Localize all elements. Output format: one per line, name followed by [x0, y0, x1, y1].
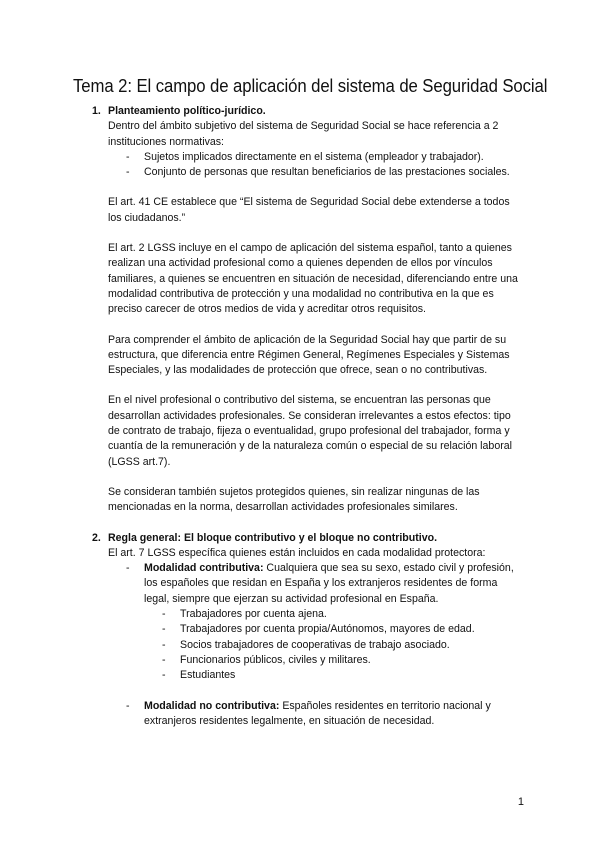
list-item: - Sujetos implicados directamente en el sistema (empleador y trabajador).	[108, 150, 520, 165]
page-number: 1	[517, 796, 524, 808]
section-1-heading: Planteamiento político-jurídico.	[108, 105, 266, 117]
section-1-intro: Dentro del ámbito subjetivo del sistema de Seguridad Social se hace referencia a 2 instituciones normativas:	[108, 120, 499, 148]
modalidad-contributiva-text: Cualquiera que sea su sexo, estado civil y profesión, los españoles que residan en España y los extranjeros residentes de forma legal, siempre que ejerzan su actividad profesional en España.	[144, 562, 514, 605]
list-item: - Socios trabajadores de cooperativas de trabajo asociado.	[144, 638, 520, 653]
modalidad-contributiva	[108, 561, 520, 698]
section-1-list	[108, 150, 520, 181]
paragraph: Para comprender el ámbito de aplicación de la Seguridad Social hay que partir de su estructura, que diferencia entre Régimen General, Regímenes Especiales y Sistemas Especiales, y las modalidades de protección que ofrece, sean o no contributivas.	[108, 333, 510, 377]
contributiva-sublist	[144, 607, 520, 683]
section-2	[0, 531, 600, 730]
modalidad-list	[108, 561, 520, 729]
section-2-number: 2.	[92, 531, 101, 544]
paragraph: Se consideran también sujetos protegidos quienes, sin realizar ningunas de las mencionadas en la norma, desarrollan actividades profesionales similares.	[108, 485, 480, 514]
page-title: Tema 2: El campo de aplicación del sistema de Seguridad Social	[73, 76, 548, 96]
section-1-number: 1.	[92, 105, 101, 117]
paragraph: El art. 41 CE establece que “El sistema de Seguridad Social debe extenderse a todos los ciudadanos.”	[108, 196, 510, 224]
modalidad-no-contributiva-label: Modalidad no contributiva:	[144, 699, 280, 712]
section-1	[0, 104, 600, 516]
list-item: - Trabajadores por cuenta propia/Autónomos, mayores de edad.	[144, 622, 520, 637]
modalidad-no-contributiva-text: Españoles residentes en territorio nacional y extranjeros residentes legalmente, en situación de necesidad.	[144, 699, 491, 727]
section-2-heading: Regla general: El bloque contributivo y el bloque no contributivo.	[108, 531, 438, 544]
paragraph: En el nivel profesional o contributivo del sistema, se encuentran las personas que desarrollan actividades profesionales. Se consideran irrelevantes a estos efectos: tipo de contrato de trabajo, fijeza o eventualidad, grupo profesional del trabajador, forma y cuantía de la remuneración y de la naturaleza común o especial de su relación laboral (LGSS art.7).	[108, 394, 512, 468]
list-item: - Funcionarios públicos, civiles y militares.	[144, 653, 520, 668]
paragraph: El art. 2 LGSS incluye en el campo de aplicación del sistema español, tanto a quienes realizan una actividad profesional como a quienes dependen de ellos por vínculos familiares, a quienes se encuentren en situación de necesidad, diferenciando entre una modalidad contributiva de protección y una modalidad no contributiva en la que es preciso carecer de otros medios de vida y acreditar otros requisitos.	[108, 242, 518, 316]
modalidad-no-contributiva	[108, 699, 520, 730]
document-body	[0, 104, 600, 729]
list-item: - Trabajadores por cuenta ajena.	[144, 607, 520, 622]
list-item: - Estudiantes	[144, 668, 520, 683]
modalidad-contributiva-label: Modalidad contributiva:	[144, 562, 264, 575]
list-item: - Conjunto de personas que resultan beneficiarios de las prestaciones sociales.	[108, 165, 520, 180]
section-2-intro: El art. 7 LGSS específica quienes están incluidos en cada modalidad protectora:	[108, 546, 486, 559]
